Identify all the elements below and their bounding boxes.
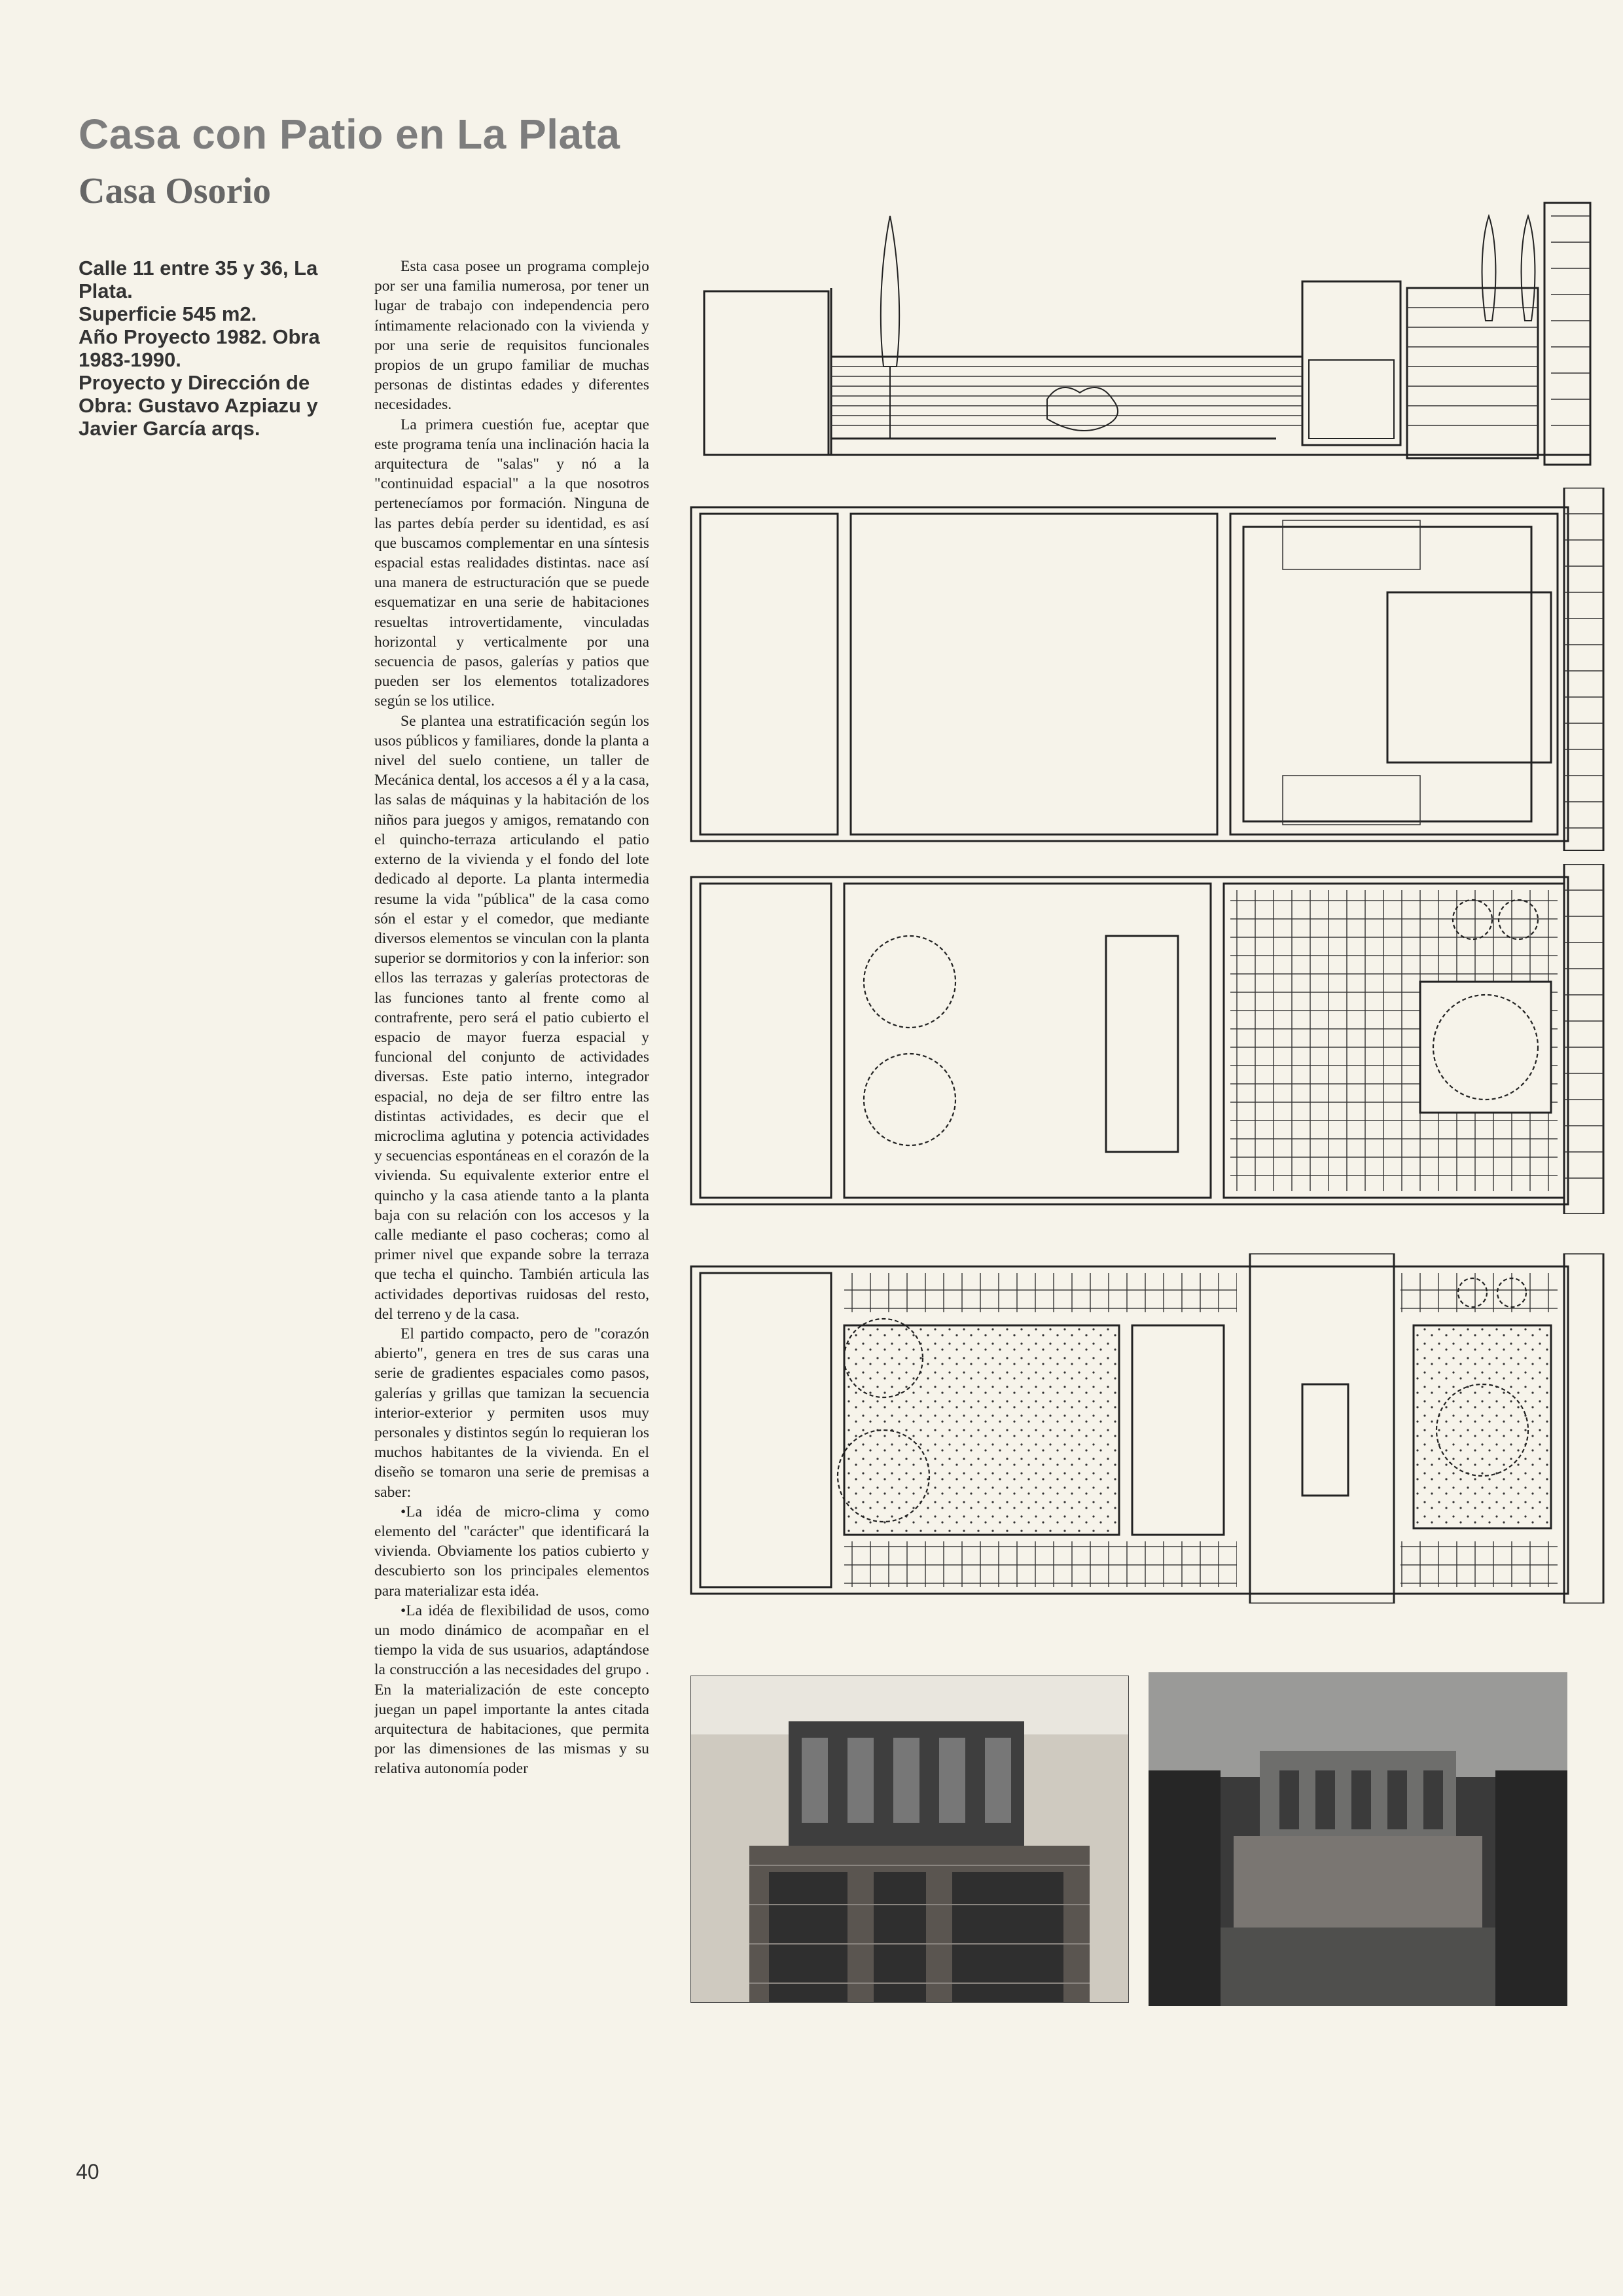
fact-address: Calle 11 entre 35 y 36, La Plata. — [79, 257, 318, 302]
article-body — [374, 257, 649, 2142]
paragraph: •La idéa de flexibilidad de usos, como un modo dinámico de acompañar en el tiempo la vida de sus usuarios, adaptándose la construcción a las necesidades del grupo . En la materialización de este concepto juegan un papel importante la antes citada arquitectura de habitaciones, que permita por las dimensiones de las mismas y su relativa autonomía poder — [374, 1602, 649, 1778]
project-facts — [79, 257, 340, 440]
paragraph: El partido compacto, pero de "corazón abierto", genera en tres de sus caras una serie de gradientes espaciales como pasos, galerías y grillas que tamizan la secuencia interior-exterior y permiten usos muy personales y distintos según lo requieran los muchos habitantes de la vivienda. En el diseño se tomaron una serie de premisas a saber: — [374, 1325, 649, 1501]
page-title: Casa con Patio en La Plata — [79, 111, 620, 158]
paragraph: Se plantea una estratificación según los usos públicos y familiares, donde la planta a nivel del suelo contiene, un taller de Mecánica dental, los accesos a él y a la casa, las salas de máquinas y la habitación de los niños para juegos y amigos, rematando con el quincho-terraza articulando el patio externo de la vivienda y el fondo del lote dedicado al deporte. La planta intermedia resume la vida "pública" de la casa como són el estar y el comedor, que mediante diversos elementos se vinculan con la planta superior se dormitorios y con la inferior: son ellos las terrazas y galerías protectoras de las funciones tanto al frente como al contrafrente, pero será el patio cubierto el espacio de mayor fuerza espacial y funcional del conjunto de actividades diversas. Este patio interno, integrador espacial, no deja de ser filtro entre las distintas actividades, es decir que el microclima aglutina y potencia actividades y secuencias espontáneas en el corazón de la vivienda. Su equivalente exterior entre el quincho y la casa atiende tanto a la planta baja con su relación con los accesos y la calle mediante el paso cocheras; como al primer nivel que expande sobre la terraza que techa el quincho. También articula las actividades deportivas ruidosas del resto, del terreno y de la casa. — [374, 712, 649, 1323]
facade-photo — [690, 1676, 1129, 2003]
ground-floor-plan — [687, 1253, 1616, 1604]
paragraph: La primera cuestión fue, aceptar que este programa tenía una inclinación hacia la arquitectura de "salas" y nó a la "continuidad espacial" a la que nosotros pertenecíamos por formación. Ninguna de las partes debía perder su identidad, es así que buscamos complementar en una síntesis espacial estas realidades distintas. nace así una manera de estructuración que se puede esquematizar en una serie de habitaciones resueltas introvertidamente, vinculadas horizontal y verticalmente por una secuencia de pasos, galerías y patios que pueden ser los elementos totalizadores según se los utilice. — [374, 416, 649, 710]
fact-area: Superficie 545 m2. — [79, 302, 257, 325]
fact-years: Año Proyecto 1982. Obra 1983-1990. — [79, 325, 320, 371]
page-subtitle: Casa Osorio — [79, 171, 271, 211]
page-number: 40 — [76, 2160, 99, 2183]
paragraph: •La idéa de micro-clima y como elemento del "carácter" que identificará la vivienda. Obviamente los patios cubierto y descubierto son los principales elementos para materializar esta idéa. — [374, 1503, 649, 1600]
paragraph: Esta casa posee un programa complejo por ser una familia numerosa, por tener un lugar de trabajo con independencia pero íntimamente relacionado con la vivienda y por una serie de requisitos funcionales propios de un grupo familiar de muchas personas de distintas edades y diferentes necesidades. — [374, 258, 649, 414]
patio-photo — [1149, 1672, 1567, 2006]
fact-architects: Proyecto y Dirección de Obra: Gustavo Azpiazu y Javier García arqs. — [79, 371, 318, 440]
section-drawing — [700, 190, 1616, 478]
upper-floor-plan — [687, 488, 1616, 851]
middle-floor-plan — [687, 864, 1616, 1214]
